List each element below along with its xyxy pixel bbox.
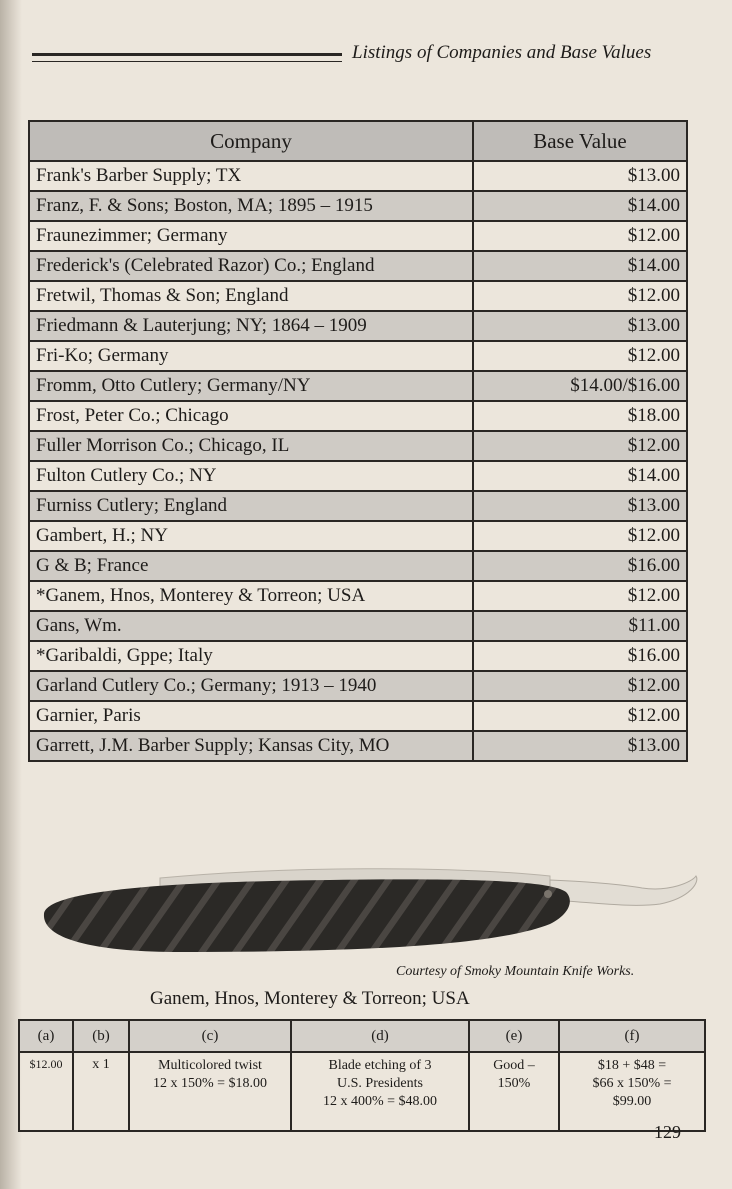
calc-text-line: 12 x 400% = $48.00 [322,1094,438,1109]
base-value-cell: $16.00 [473,551,687,581]
header-rule [32,53,342,62]
company-cell: Garland Cutlery Co.; Germany; 1913 – 1940 [29,671,473,701]
calc-header-b: (b) [73,1020,129,1052]
calc-text-line: Blade etching of 3 [328,1058,432,1073]
calc-text-line: U.S. Presidents [337,1076,423,1091]
base-value-cell: $18.00 [473,401,687,431]
table-row [29,701,687,731]
base-value-cell: $14.00 [473,461,687,491]
table-row [29,491,687,521]
table-row [29,191,687,221]
calc-handle-cell [129,1052,291,1131]
table-row [29,671,687,701]
base-value-cell: $14.00 [473,191,687,221]
base-value-cell: $16.00 [473,641,687,671]
table-row [29,521,687,551]
base-value-cell: $12.00 [473,281,687,311]
table-row [29,371,687,401]
calc-text-line: 150% [497,1076,531,1091]
company-cell: Furniss Cutlery; England [29,491,473,521]
base-value-cell: $13.00 [473,161,687,191]
calc-total-cell [559,1052,705,1131]
photo-caption-title: Ganem, Hnos, Monterey & Torreon; USA [150,988,470,1009]
table-row [29,551,687,581]
column-header-company: Company [29,121,473,161]
calc-condition-cell [469,1052,559,1131]
calc-text-line: $66 x 150% = [592,1076,672,1091]
base-value-cell: $12.00 [473,341,687,371]
calc-row [19,1052,705,1131]
base-value-cell: $13.00 [473,731,687,761]
calc-multiplier: x 1 [73,1052,129,1131]
calc-header-d: (d) [291,1020,469,1052]
company-cell: G & B; France [29,551,473,581]
base-value-cell: $13.00 [473,491,687,521]
value-calculation-table [18,1019,706,1132]
table-row [29,281,687,311]
company-cell: Fraunezimmer; Germany [29,221,473,251]
table-row [29,461,687,491]
company-cell: Garrett, J.M. Barber Supply; Kansas City, MO [29,731,473,761]
company-cell: Gans, Wm. [29,611,473,641]
company-cell: Frost, Peter Co.; Chicago [29,401,473,431]
razor-tang [550,876,697,905]
calc-header-e: (e) [469,1020,559,1052]
calc-base-value: $12.00 [19,1052,73,1131]
base-value-cell: $12.00 [473,671,687,701]
book-spine-shadow [0,0,22,1189]
calc-text-line: $18 + $48 = [597,1058,667,1073]
razor-handle [44,879,570,952]
company-cell: Friedmann & Lauterjung; NY; 1864 – 1909 [29,311,473,341]
company-cell: *Garibaldi, Gppe; Italy [29,641,473,671]
table-row [29,401,687,431]
table-row [29,251,687,281]
table-row [29,581,687,611]
company-cell: Garnier, Paris [29,701,473,731]
page-number: 129 [654,1122,681,1142]
razor-photo [30,852,710,962]
table-row [29,311,687,341]
table-row [29,731,687,761]
base-value-cell: $14.00 [473,251,687,281]
company-cell: Frank's Barber Supply; TX [29,161,473,191]
base-value-cell: $12.00 [473,521,687,551]
calc-text-line: Multicolored twist [158,1058,262,1073]
base-value-cell: $12.00 [473,581,687,611]
base-value-cell: $14.00/$16.00 [473,371,687,401]
company-cell: Fretwil, Thomas & Son; England [29,281,473,311]
calc-text-line: Good – [493,1058,535,1073]
company-cell: Fri-Ko; Germany [29,341,473,371]
company-value-table [28,120,688,762]
table-row [29,641,687,671]
company-cell: Frederick's (Celebrated Razor) Co.; England [29,251,473,281]
calc-header-a: (a) [19,1020,73,1052]
calc-header-c: (c) [129,1020,291,1052]
company-cell: Franz, F. & Sons; Boston, MA; 1895 – 1915 [29,191,473,221]
base-value-cell: $12.00 [473,431,687,461]
photo-credit: Courtesy of Smoky Mountain Knife Works. [396,964,635,979]
table-row [29,431,687,461]
company-cell: Gambert, H.; NY [29,521,473,551]
calc-header-row [19,1020,705,1052]
table-row [29,221,687,251]
company-cell: Fuller Morrison Co.; Chicago, IL [29,431,473,461]
base-value-cell: $11.00 [473,611,687,641]
company-cell: *Ganem, Hnos, Monterey & Torreon; USA [29,581,473,611]
calc-blade-cell [291,1052,469,1131]
base-value-cell: $12.00 [473,221,687,251]
table-row [29,611,687,641]
base-value-cell: $12.00 [473,701,687,731]
calc-text-line: 12 x 150% = $18.00 [152,1076,268,1091]
column-header-base-value: Base Value [473,121,687,161]
base-value-cell: $13.00 [473,311,687,341]
rivet [544,890,552,898]
table-row [29,341,687,371]
calc-header-f: (f) [559,1020,705,1052]
running-header: Listings of Companies and Base Values [352,42,652,63]
company-cell: Fulton Cutlery Co.; NY [29,461,473,491]
calc-text-line: $99.00 [612,1094,652,1109]
company-cell: Fromm, Otto Cutlery; Germany/NY [29,371,473,401]
table-row [29,161,687,191]
table-header-row [29,121,687,161]
